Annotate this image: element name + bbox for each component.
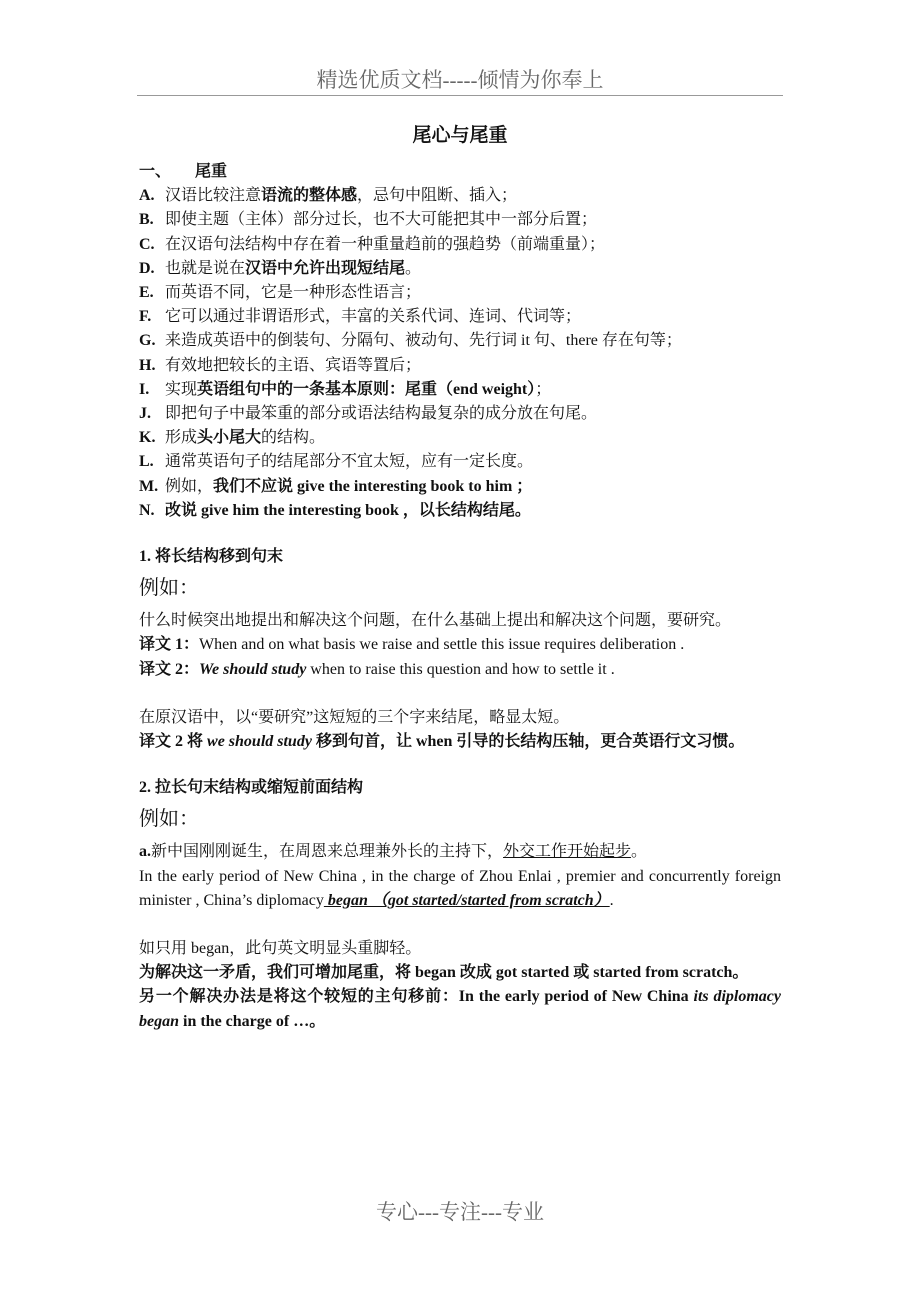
text-run: 译文 2 将 xyxy=(139,733,208,751)
list-label: E. xyxy=(139,284,154,302)
list-item xyxy=(139,402,781,426)
text-run: 译文 2： xyxy=(139,660,200,678)
text-run: 的结构。 xyxy=(261,429,326,447)
list-label: K. xyxy=(139,429,156,447)
list-item xyxy=(139,499,781,523)
text-run: in the charge of …。 xyxy=(179,1012,326,1030)
text-run: when to raise this question and how to settle it . xyxy=(306,660,615,678)
text-run: 汉语比较注意 xyxy=(165,187,262,205)
list-label: A. xyxy=(139,187,155,205)
text-run: 。 xyxy=(631,843,648,861)
list-label: J. xyxy=(139,405,151,423)
list-label: N. xyxy=(139,501,155,519)
text-run: began （got started/started from scratch） xyxy=(323,891,610,909)
list-label: I. xyxy=(139,380,150,398)
document-title: 尾心与尾重 xyxy=(412,125,508,146)
text-run: ； xyxy=(535,380,552,398)
paragraph xyxy=(139,985,781,1033)
list-label: D. xyxy=(139,259,155,277)
text-run: . xyxy=(609,891,614,909)
text-run: 而英语不同，它是一种形态性语言； xyxy=(165,284,422,302)
text-run: 如只用 began，此句英文明显头重脚轻。 xyxy=(139,940,422,958)
text-run: 头小尾大 xyxy=(197,429,262,447)
list-text xyxy=(165,499,531,523)
text-run: 它可以通过非谓语形式，丰富的关系代词、连词、代词等； xyxy=(165,308,582,326)
list-item xyxy=(139,208,781,232)
list-text xyxy=(165,184,517,208)
page-header: 精选优质文档-----倾情为你奉上 xyxy=(316,68,604,92)
list-label: H. xyxy=(139,356,156,374)
list-label: B. xyxy=(139,211,154,229)
list-item xyxy=(139,475,781,499)
text-run: 我们不应说 give the interesting book to him ； xyxy=(213,477,533,495)
section-heading xyxy=(139,160,781,184)
list-item xyxy=(139,184,781,208)
list-text xyxy=(165,402,597,426)
list-label: L. xyxy=(139,453,154,471)
text-run: In the early period of New China , in the charge of Zhou Enlai , premier and concurrently foreign minister , China’s diplomacy xyxy=(139,867,781,909)
text-run: 移到句首，让 when 引导的长结构压轴，更合英语行文习惯。 xyxy=(311,733,745,751)
text-run: 通常英语句子的结尾部分不宜太短，应有一定长度。 xyxy=(165,453,534,471)
text-run: 实现 xyxy=(165,380,198,398)
list-item xyxy=(139,354,781,378)
part1-body xyxy=(139,609,781,754)
text-run: 有效地把较长的主语、宾语等置后； xyxy=(165,356,422,374)
paragraph xyxy=(139,633,781,657)
text-run: When and on what basis we raise and settle this issue requires deliberation . xyxy=(199,636,685,654)
text-run: 英语组句中的一条基本原则：尾重（end weight） xyxy=(197,380,536,398)
list-text xyxy=(165,281,421,305)
paragraph xyxy=(139,840,781,864)
blank-line xyxy=(139,682,781,706)
text-run: 什么时候突出地提出和解决这个问题，在什么基础上提出和解决这个问题，要研究。 xyxy=(139,612,732,630)
list-item xyxy=(139,450,781,474)
text-run: 在原汉语中，以“要研究”这短短的三个字来结尾，略显太短。 xyxy=(139,708,570,726)
paragraph xyxy=(139,730,781,754)
text-run: 形成 xyxy=(165,429,198,447)
list-text xyxy=(165,475,532,499)
part2-heading: 2. 拉长句末结构或缩短前面结构 xyxy=(139,779,364,797)
text-run: 新中国刚刚诞生，在周恩来总理兼外长的主持下， xyxy=(151,843,504,861)
text-run: 来造成英语中的倒装句、分隔句、被动句、先行词 it 句、there 存在句等； xyxy=(165,332,682,350)
part2-body xyxy=(139,840,781,1033)
header-divider xyxy=(137,95,783,96)
list-text xyxy=(165,378,551,402)
list-item xyxy=(139,329,781,353)
text-run: 外交工作开始起步 xyxy=(503,843,632,861)
section-title: 尾重 xyxy=(195,163,228,180)
part2-example-label: 例如： xyxy=(139,808,199,831)
list-item xyxy=(139,426,781,450)
list-text xyxy=(165,329,682,353)
list-label: G. xyxy=(139,332,156,350)
text-run: a. xyxy=(139,843,151,861)
list-item xyxy=(139,378,781,402)
list-item xyxy=(139,305,781,329)
text-run: 汉语中允许出现短结尾 xyxy=(245,259,406,277)
list-text xyxy=(165,450,533,474)
text-run: 语流的整体感 xyxy=(261,187,358,205)
list-item xyxy=(139,257,781,281)
text-run: 即把句子中最笨重的部分或语法结构最复杂的成分放在句尾。 xyxy=(165,405,598,423)
paragraph xyxy=(139,658,781,682)
list-text xyxy=(165,354,421,378)
paragraph xyxy=(139,865,781,913)
list-label: C. xyxy=(139,235,155,253)
text-run: we should study xyxy=(207,733,312,751)
text-run: 。 xyxy=(405,259,422,277)
page-footer: 专心---专注---专业 xyxy=(376,1200,544,1224)
text-run: 在汉语句法结构中存在着一种重量趋前的强趋势（前端重量）； xyxy=(165,235,606,253)
point-list xyxy=(139,184,781,523)
list-text xyxy=(165,305,581,329)
part1-example-label: 例如： xyxy=(139,577,199,600)
text-run: We should study xyxy=(199,660,307,678)
paragraph xyxy=(139,706,781,730)
text-run: 即使主题（主体）部分过长，也不大可能把其中一部分后置； xyxy=(165,211,598,229)
list-item xyxy=(139,233,781,257)
section-number: 一、 xyxy=(139,163,172,180)
list-text xyxy=(165,233,605,257)
list-label: M. xyxy=(139,477,159,495)
text-run: ，忌句中阻断、插入； xyxy=(357,187,518,205)
text-run: 改说 give him the interesting book ，以长结构结尾。 xyxy=(165,501,531,519)
text-run: 译文 1： xyxy=(139,636,200,654)
text-run: its diplomacy began xyxy=(139,988,782,1030)
paragraph xyxy=(139,937,781,961)
list-text xyxy=(165,426,325,450)
document-body xyxy=(139,124,781,1034)
text-run: 另一个解决办法是将这个较短的主句移前：In the early period of New China xyxy=(139,988,694,1006)
list-item xyxy=(139,281,781,305)
list-text xyxy=(165,208,597,232)
paragraph xyxy=(139,609,781,633)
part1-heading: 1. 将长结构移到句末 xyxy=(139,548,284,566)
text-run: 为解决这一矛盾，我们可增加尾重，将 began 改成 got started 或 started from scratch。 xyxy=(139,964,749,982)
text-run: 也就是说在 xyxy=(165,259,246,277)
list-text xyxy=(165,257,421,281)
list-label: F. xyxy=(139,308,152,326)
blank-line xyxy=(139,913,781,937)
paragraph xyxy=(139,961,781,985)
text-run: 例如， xyxy=(165,477,214,495)
